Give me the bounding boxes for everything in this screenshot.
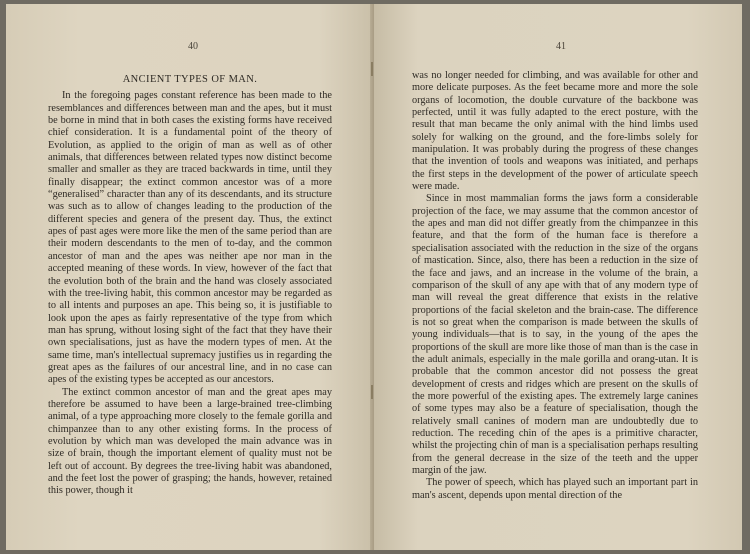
right-page (374, 4, 742, 550)
paragraph: Since in most mammalian forms the jaws form a considerable projection of the face, we may assume that the common ancestor of the apes and man did not differ greatly from the chimpanzee in this feature, and that the form of the human face is therefore a specialisation associated with the reduction in the size of the organs of mastication. Since, also, there has been a reduction in the size of the face and jaws, and an increase in the volume of the brain, a comparison of the skull of any ape with that of any modern type of man will reveal the great difference that exists in the relative proportions of the facial skeleton and the brain-case. The difference is not so great when the comparison is made between the skulls of young individuals—that is to say, in the young of the apes the proportions of the skull are more like those of man than is the case in the adult animals, especially in the male gorilla and orang-utan. It is probable that the common ancestor did not possess the great development of crests and ridges which are present on the skulls of the more powerful of the existing apes. The extremely large canines of some types may also be a feature of specialisation, though the relatively small canines of modern man are undoubtedly due to reduction. The receding chin of the apes is a primitive character, whilst the projecting chin of man is a specialisation perhaps resulting from the general decrease in the size of the teeth and the upper margin of the jaw. (412, 193, 698, 476)
paragraph: The power of speech, which has played such an important part in man's ascent, depends upon mental direction of the (412, 477, 698, 501)
paragraph: The extinct common ancestor of man and the great apes may therefore be assumed to have been a large-brained tree-climbing animal, of a type approaching more closely to the female gorilla and chimpanzee than to any other existing forms. In the process of evolution by which man was developed the main advance was in size of brain, though the important element of quality must not be left out of account. By degrees the tree-living habit was abandoned, and the feet lost the power of grasping; the hands, however, retained this power, though it (48, 386, 332, 497)
left-page-text (48, 74, 332, 498)
paragraph: In the foregoing pages constant reference has been made to the resemblances and differences between man and the apes, but it must be borne in mind that in both cases the existing forms have received chief consideration. It is a fundamental point of the theory of Evolution, as applied to the origin of man as well as of other animals, that differences between related types now distinct become smaller and smaller as they are traced backwards in time, until they finally disappear; the extinct common ancestor was of a more “generalised” character than any of its descendants, and its structure was such as to allow of changes leading to the production of the different species and genera of the present day. Thus, the extinct apes of past ages were more like the men of the same period than are their modern descendants to the men of to-day, and the common ancestor of man and the apes was neither ape nor man in the accepted meaning of these words. In view, however of the fact that the evolution both of the brain and the hand was closely associated with the tree-living habit, this common ancestor may be regarded as to all intents and purposes an ape. This being so, it is justifiable to look upon the apes as fairly representative of the type from which man has sprung, without losing sight of the fact that they have their own specialisations, just as have the modern types of men. At the same time, man's intellectual supremacy justifies us in regarding the great apes as the failures of our ancestral line, and in no case can apes of the existing types be accepted as our ancestors. (48, 90, 332, 386)
section-heading: ANCIENT TYPES OF MAN. (122, 74, 258, 85)
right-page-text (412, 70, 698, 502)
left-page (6, 4, 374, 550)
paragraph: was no longer needed for climbing, and was available for other and more delicate purposes. As the feet became more and more the sole organs of locomotion, the double curvature of the backbone was perfected, until it was fully adapted to the erect posture, with the result that man became the only animal with the hind limbs used solely for walking on the ground, and the fore-limbs solely for manipulation. It was probably during the progress of these changes that the invention of tools and weapons was initiated, and perhaps the first steps in the development of the power of articulate speech were made. (412, 70, 698, 193)
page-number: 41 (556, 41, 566, 52)
page-number: 40 (188, 41, 198, 52)
